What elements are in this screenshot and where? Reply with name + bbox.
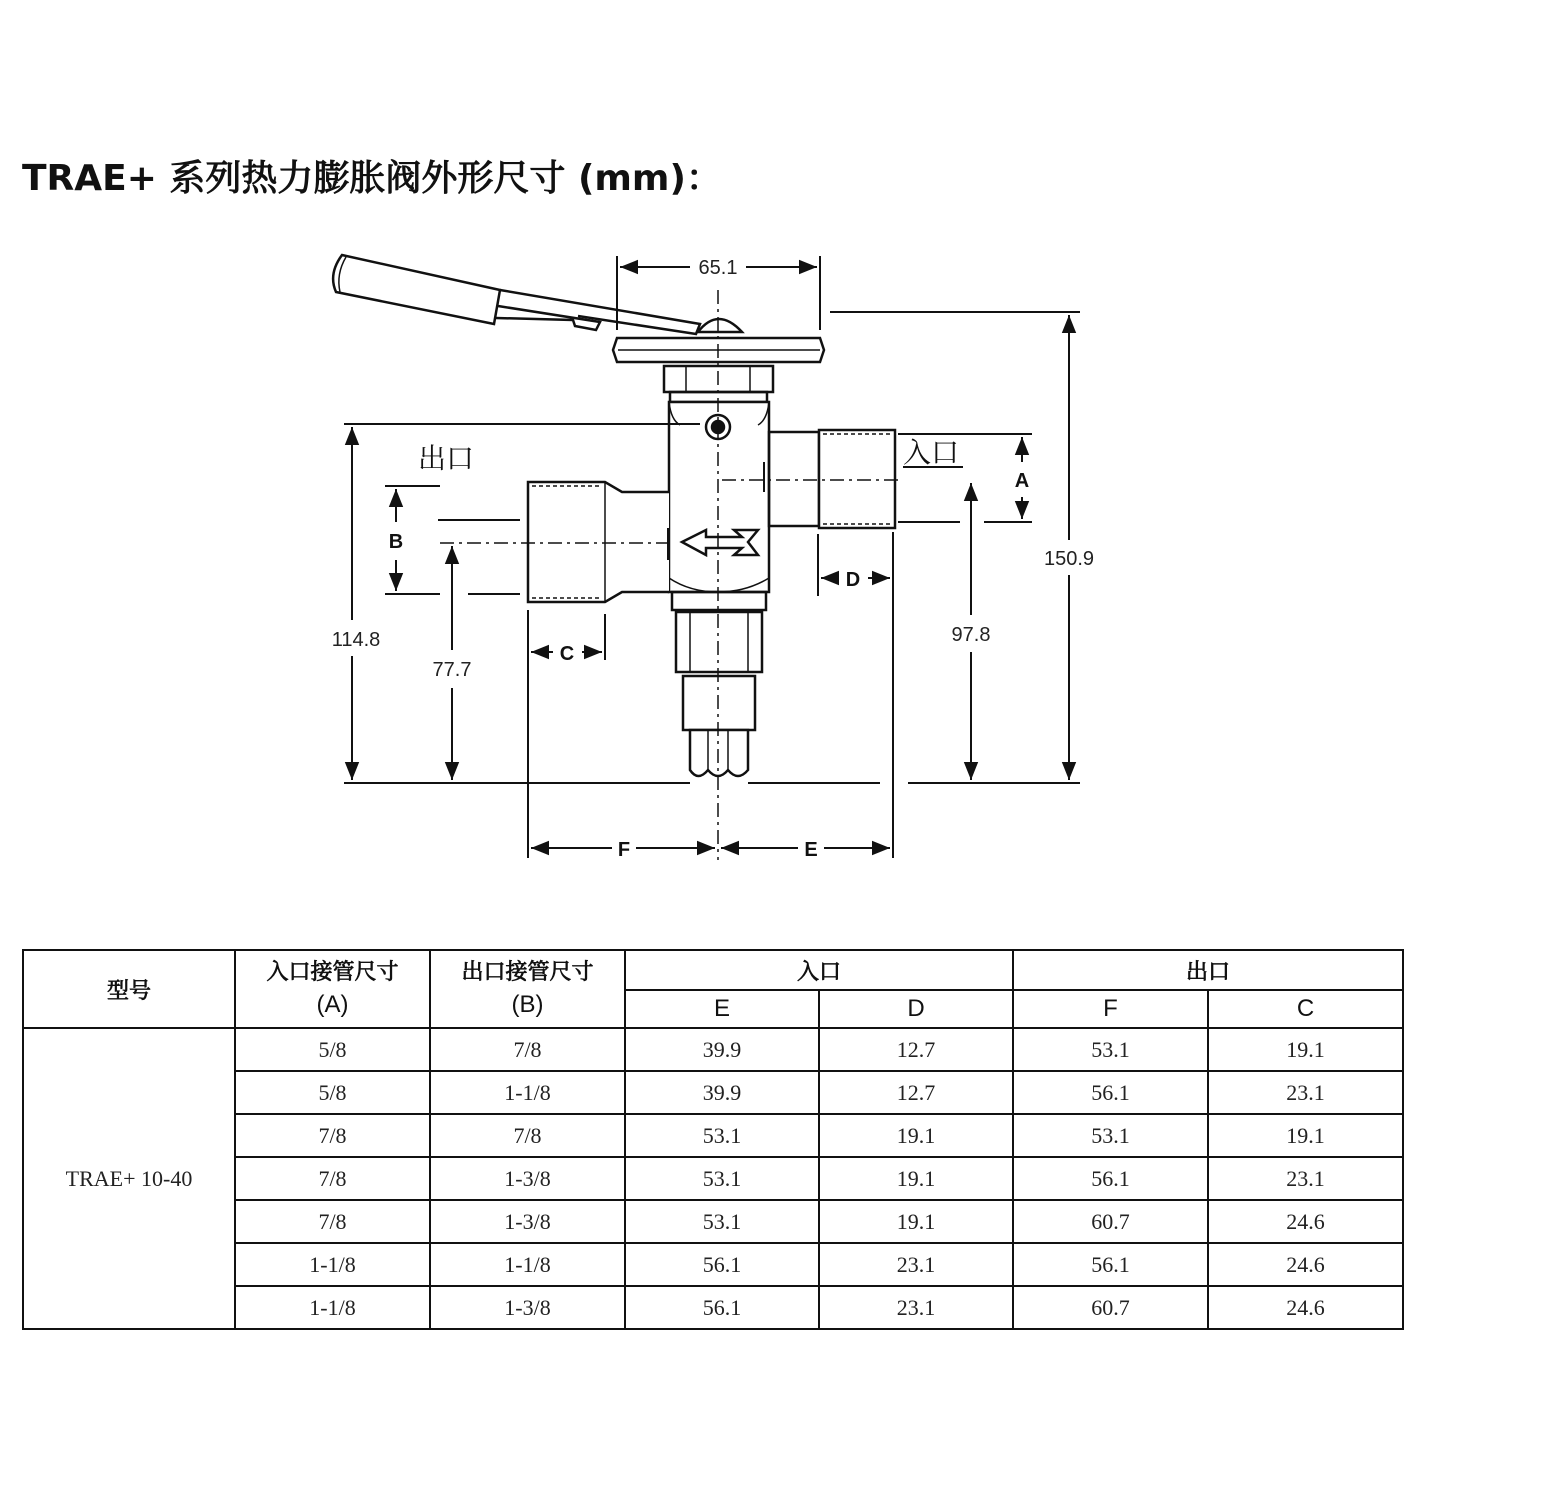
- cell-outlet-size: 1-1/8: [430, 1243, 625, 1286]
- header-outlet-size: [430, 950, 625, 1028]
- header-outlet-size-code: (B): [511, 991, 544, 1018]
- cell-c: 24.6: [1208, 1243, 1403, 1286]
- header-inlet-size: [235, 950, 430, 1028]
- header-col-d: D: [819, 990, 1013, 1028]
- dim-inlet-center: 97.8: [951, 624, 991, 646]
- header-outlet-group: 出口: [1013, 950, 1403, 990]
- dim-height-total: 150.9: [1043, 548, 1095, 570]
- cell-outlet-size: 1-3/8: [430, 1286, 625, 1329]
- cell-inlet-size: 1-1/8: [235, 1286, 430, 1329]
- dim-letter-c: C: [559, 643, 575, 665]
- cell-e: 39.9: [625, 1071, 819, 1114]
- page-title: TRAE+ 系列热力膨胀阀外形尺寸 (mm)：: [22, 158, 722, 199]
- cell-e: 53.1: [625, 1114, 819, 1157]
- cell-c: 19.1: [1208, 1028, 1403, 1071]
- cell-d: 12.7: [819, 1071, 1013, 1114]
- dim-letter-d: D: [845, 569, 861, 591]
- cell-d: 23.1: [819, 1243, 1013, 1286]
- valve-body: [669, 402, 769, 592]
- dim-letter-e: E: [804, 839, 818, 861]
- valve-drawing: [333, 255, 895, 776]
- header-outlet-size-label: 出口接管尺寸: [461, 960, 594, 985]
- cell-e: 56.1: [625, 1286, 819, 1329]
- power-head: [613, 319, 824, 402]
- cell-outlet-size: 7/8: [430, 1114, 625, 1157]
- cell-f: 53.1: [1013, 1114, 1208, 1157]
- cell-d: 23.1: [819, 1286, 1013, 1329]
- cell-c: 24.6: [1208, 1286, 1403, 1329]
- cell-inlet-size: 7/8: [235, 1114, 430, 1157]
- cell-outlet-size: 1-1/8: [430, 1071, 625, 1114]
- cell-inlet-size: 5/8: [235, 1028, 430, 1071]
- model-cell: TRAE+ 10-40: [23, 1028, 235, 1329]
- cell-inlet-size: 5/8: [235, 1071, 430, 1114]
- cell-c: 23.1: [1208, 1071, 1403, 1114]
- cell-e: 53.1: [625, 1200, 819, 1243]
- cell-d: 19.1: [819, 1200, 1013, 1243]
- header-col-f: F: [1013, 990, 1208, 1028]
- cell-inlet-size: 1-1/8: [235, 1243, 430, 1286]
- dim-letter-a: A: [1014, 470, 1030, 492]
- inlet-label: 入口: [903, 436, 960, 469]
- outlet-connection: [528, 482, 669, 602]
- header-inlet-size-code: (A): [316, 991, 349, 1018]
- cell-outlet-size: 1-3/8: [430, 1200, 625, 1243]
- cell-f: 60.7: [1013, 1286, 1208, 1329]
- cell-f: 56.1: [1013, 1243, 1208, 1286]
- adjustment-stem: [672, 592, 766, 776]
- dim-width-top: 65.1: [698, 257, 738, 279]
- header-inlet-size-label: 入口接管尺寸: [266, 960, 399, 985]
- cell-inlet-size: 7/8: [235, 1157, 430, 1200]
- cell-e: 39.9: [625, 1028, 819, 1071]
- header-col-c: C: [1208, 990, 1403, 1028]
- cell-c: 19.1: [1208, 1114, 1403, 1157]
- cell-c: 23.1: [1208, 1157, 1403, 1200]
- dim-letter-b: B: [388, 531, 404, 553]
- cell-outlet-size: 7/8: [430, 1028, 625, 1071]
- cell-c: 24.6: [1208, 1200, 1403, 1243]
- cell-d: 19.1: [819, 1114, 1013, 1157]
- inlet-connection: [764, 430, 895, 528]
- cell-outlet-size: 1-3/8: [430, 1157, 625, 1200]
- cell-e: 56.1: [625, 1243, 819, 1286]
- cell-inlet-size: 7/8: [235, 1200, 430, 1243]
- table-row: [23, 1028, 1403, 1071]
- dim-outlet-height: 114.8: [331, 629, 381, 651]
- header-col-e: E: [625, 990, 819, 1028]
- cell-f: 60.7: [1013, 1200, 1208, 1243]
- cell-f: 56.1: [1013, 1071, 1208, 1114]
- header-model: 型号: [23, 950, 235, 1028]
- cell-d: 19.1: [819, 1157, 1013, 1200]
- outlet-label: 出口: [418, 442, 475, 475]
- header-inlet-group: 入口: [625, 950, 1013, 990]
- dim-letter-f: F: [617, 839, 631, 861]
- cell-e: 53.1: [625, 1157, 819, 1200]
- dimension-table: [22, 949, 1404, 1330]
- cell-f: 56.1: [1013, 1157, 1208, 1200]
- dim-outlet-center: 77.7: [432, 659, 472, 681]
- cell-d: 12.7: [819, 1028, 1013, 1071]
- cell-f: 53.1: [1013, 1028, 1208, 1071]
